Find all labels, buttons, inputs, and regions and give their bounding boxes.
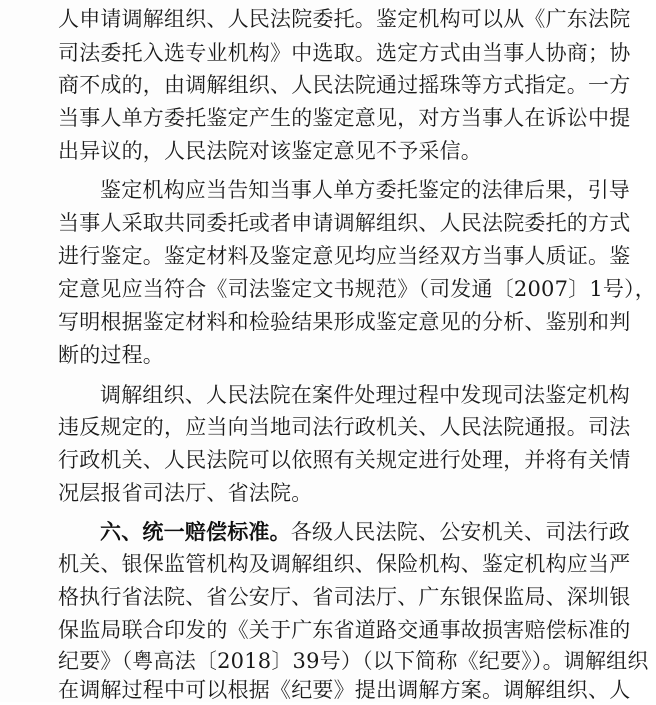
paragraph-3-line-3: 行政机关、人民法院可以依照有关规定进行处理，并将有关情	[58, 448, 631, 472]
paragraph-2-line-2: 当事人采取共同委托或者申请调解组织、人民法院委托的方式	[58, 211, 631, 235]
section-heading: 六、统一赔偿标准。	[100, 520, 291, 544]
paragraph-4-line-6: 在调解过程中可以根据《纪要》提出调解方案。调解组织、人	[58, 678, 631, 702]
paragraph-2-line-1: 鉴定机构应当告知当事人单方委托鉴定的法律后果，引导	[100, 178, 630, 202]
paragraph-3-line-4: 况层报省司法厅、省法院。	[58, 481, 313, 505]
paragraph-2-line-5: 写明根据鉴定材料和检验结果形成鉴定意见的分析、鉴别和判	[58, 310, 631, 334]
paragraph-1-line-3: 商不成的，由调解组织、人民法院通过摇珠等方式指定。一方	[58, 73, 631, 97]
paragraph-1-line-5: 出异议的，人民法院对该鉴定意见不予采信。	[58, 139, 482, 163]
paragraph-4-line-1	[100, 517, 631, 547]
paragraph-3-line-2: 违反规定的，应当向当地司法行政机关、人民法院通报。司法	[58, 415, 631, 439]
paragraph-2-line-3: 进行鉴定。鉴定材料及鉴定意见均应当经双方当事人质证。鉴	[58, 244, 631, 268]
paragraph-2-line-4: 定意见应当符合《司法鉴定文书规范》（司发通〔2007〕1号），	[58, 277, 656, 301]
paragraph-4-line-3: 格执行省法院、省公安厅、省司法厅、广东银保监局、深圳银	[58, 585, 631, 609]
paragraph-1-line-1: 人申请调解组织、人民法院委托。鉴定机构可以从《广东法院	[58, 7, 631, 31]
paragraph-4-line-5: 纪要》（粤高法〔2018〕39号）（以下简称《纪要》）。调解组织	[58, 649, 649, 673]
paragraph-1-line-2: 司法委托入选专业机构》中选取。选定方式由当事人协商；协	[58, 41, 631, 65]
paragraph-2-line-6: 断的过程。	[58, 343, 164, 367]
paragraph-4-line-4: 保监局联合印发的《关于广东省道路交通事故损害赔偿标准的	[58, 618, 631, 642]
paragraph-1-line-4: 当事人单方委托鉴定产生的鉴定意见，对方当事人在诉讼中提	[58, 106, 631, 130]
paragraph-4-line-1-rest: 各级人民法院、公安机关、司法行政	[290, 520, 631, 544]
paragraph-3-line-1: 调解组织、人民法院在案件处理过程中发现司法鉴定机构	[100, 383, 630, 407]
paragraph-4-line-2: 机关、银保监管机构及调解组织、保险机构、鉴定机构应当严	[58, 552, 631, 576]
